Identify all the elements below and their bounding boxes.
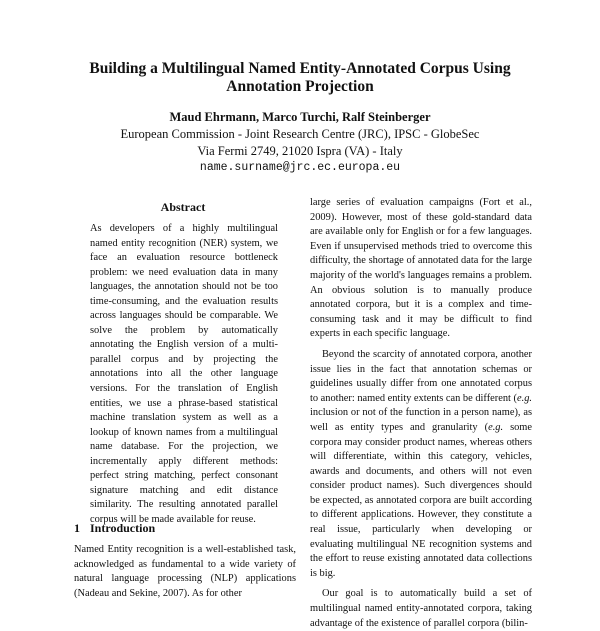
introduction-body bbox=[74, 543, 296, 601]
abstract-heading: Abstract bbox=[160, 200, 206, 214]
section-title: Introduction bbox=[90, 521, 156, 535]
paper-title: Building a Multilingual Named Entity-Annotated Corpus Using Annotation Projection bbox=[89, 60, 511, 95]
paragraph-2-part-c: some corpora may consider product names, whereas others will differentiate, within this category, vehicles, awards and documents, and others will not even consider product names). Such divergences should be expected, as annotated corpora are built according to different applications. However, they constitute a real issue, particularly when developing or evaluating multilingual NE recognition systems and the effort to reuse existing annotated data collections is big. bbox=[310, 421, 533, 579]
address: Via Fermi 2749, 21020 Ispra (VA) - Italy bbox=[197, 144, 403, 158]
author-list: Maud Ehrmann, Marco Turchi, Ralf Steinberger bbox=[169, 110, 431, 124]
abstract-text: As developers of a highly multilingual named entity recognition (NER) system, we face an evaluation resource bottleneck problem: we need evaluation data in many languages, the annotation should not be too time-consuming, and the evaluation results across languages should be comparable. We solve the problem by automatically annotating the English version of a multi-parallel corpus and by projecting the annotations into all the other language versions. For the translation of English entities, we use a phrase-based statistical machine translation system as well as a lookup of known names from a multilingual name database. For the projection, we incrementally apply different methods: perfect string matching, perfect consonant signature matching and edit distance similarity. The resulting annotated parallel corpus will be made available for reuse. bbox=[90, 223, 278, 525]
right-column bbox=[310, 196, 532, 631]
paragraph-2 bbox=[310, 348, 532, 582]
introduction-text: Named Entity recognition is a well-established task, acknowledged as fundamental to a wide variety of natural language processing (NLP) applications (Nadeau and Sekine, 2007). As for other bbox=[74, 544, 296, 599]
paragraph-2-part-a: Beyond the scarcity of annotated corpora, another issue lies in the fact that annotation schemas or guidelines usually differ from one annotated corpus to another: named entity extents can be different ( bbox=[310, 348, 532, 404]
eg-abbrev: e.g. bbox=[488, 421, 504, 433]
section-heading bbox=[74, 521, 294, 535]
eg-abbrev: e.g. bbox=[516, 392, 532, 404]
paragraph-1: large series of evaluation campaigns (Fort et al., 2009). However, most of these gold-standard data are available only for English or for a few languages. Even if unsupervised methods tried to overcome this difficulty, the shortage of annotated data for the large majority of the world's languages remains a problem. An obvious solution is to manually produce annotated corpora, but it is a complex and time-consuming task and it may be difficult to find experts in each specific language. bbox=[310, 197, 532, 340]
section-number: 1 bbox=[74, 521, 80, 535]
paragraph-2-part-b: inclusion or not of the function in a person name), as well as entity types and granularity ( bbox=[310, 407, 532, 433]
affiliation: European Commission - Joint Research Centre (JRC), IPSC - GlobeSec bbox=[120, 127, 480, 141]
paragraph-3: Our goal is to automatically build a set of multilingual named entity-annotated corpora, taking advantage of the existence of parallel corpora (bilin- bbox=[310, 588, 532, 629]
abstract-body bbox=[90, 222, 278, 527]
author-email: name.surname@jrc.ec.europa.eu bbox=[199, 161, 401, 174]
